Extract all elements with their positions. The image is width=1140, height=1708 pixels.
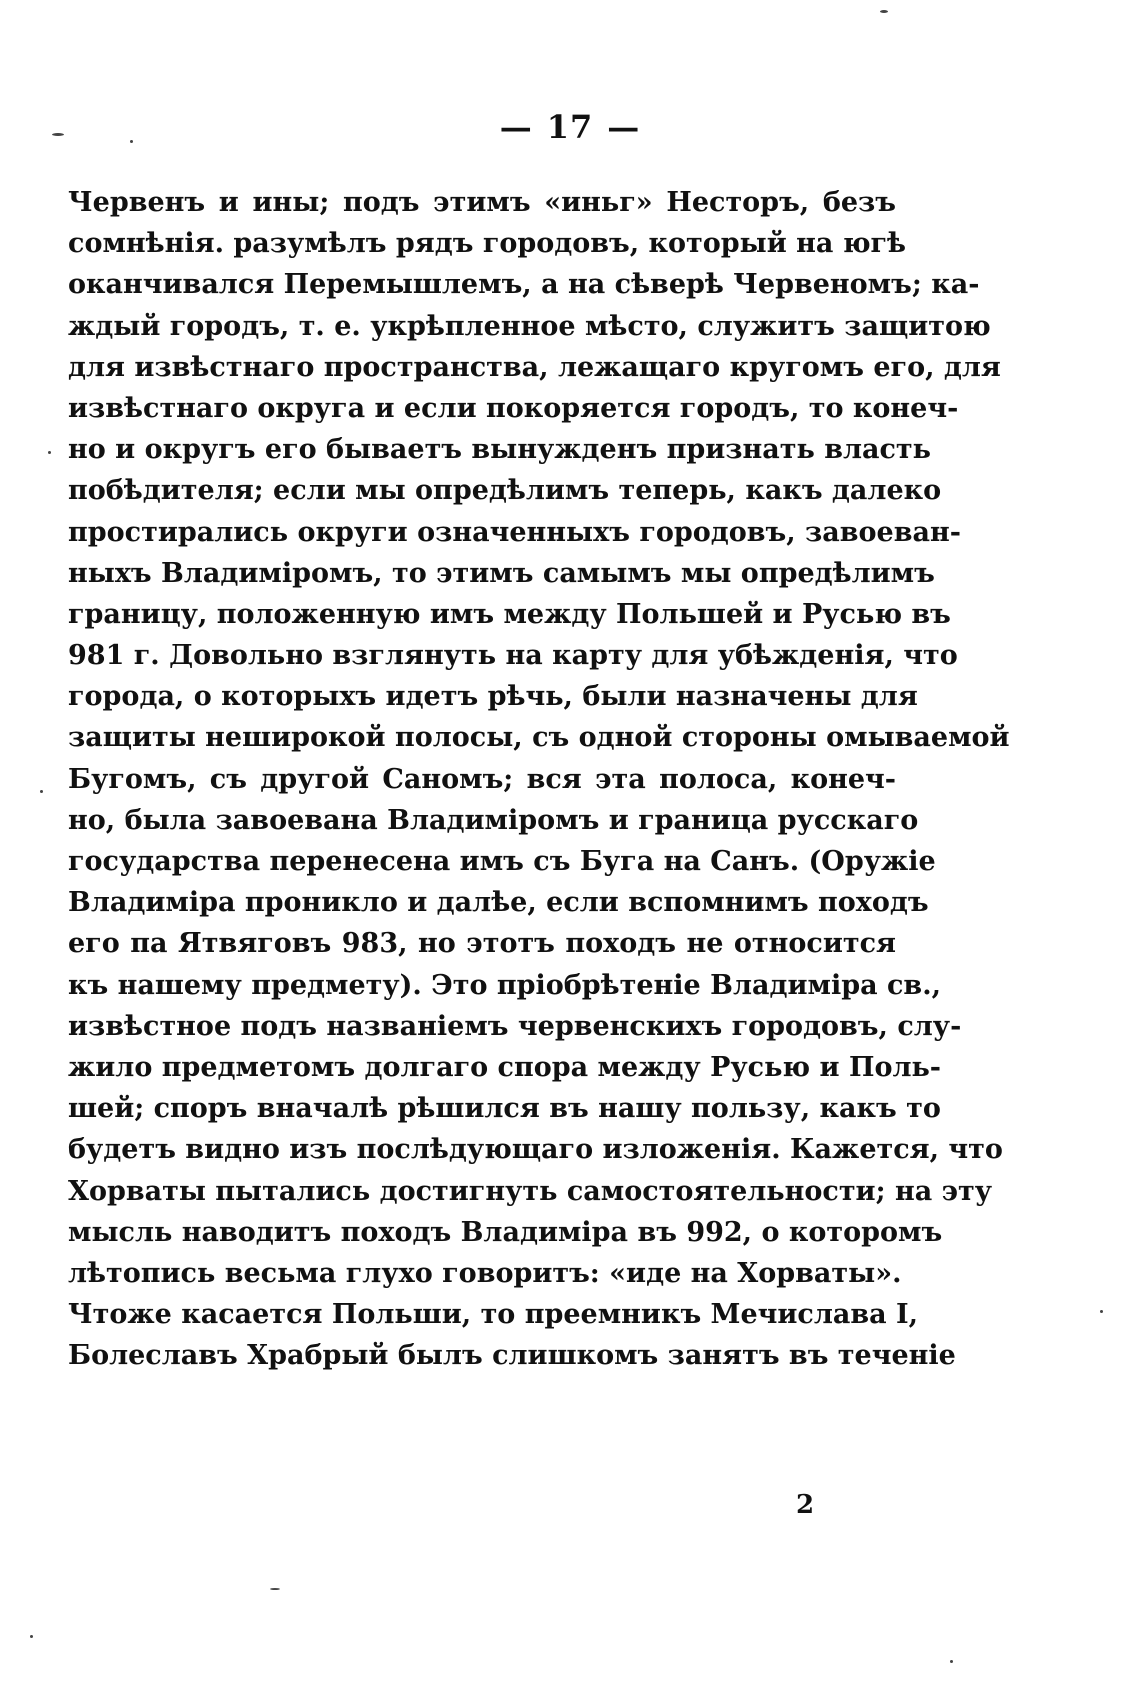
text-line: его па Ятвяговъ 983, но этотъ походъ не относится — [68, 928, 896, 960]
scan-speck — [270, 1588, 280, 1590]
text-line: шей; споръ вначалѣ рѣшился въ нашу пользу, какъ то — [68, 1093, 941, 1125]
text-line: Бугомъ, съ другой Саномъ; вся эта полоса, конеч- — [68, 763, 896, 795]
scan-speck — [130, 140, 133, 143]
body-text — [68, 182, 1010, 1376]
text-line: государства перенесена имъ съ Буга на Санъ. (Оружіе — [68, 846, 936, 877]
text-line: простирались округи означенныхъ городовъ, завоеван- — [68, 516, 961, 548]
text-line: но, была завоевана Владиміромъ и граница русскаго — [68, 804, 919, 836]
text-line: ныхъ Владиміромъ, то этимъ самымъ мы опредѣлимъ — [68, 557, 935, 589]
scan-speck — [1100, 1310, 1103, 1313]
signature-mark: 2 — [796, 1490, 815, 1520]
text-line: извѣстнаго округа и если покоряется городъ, то конеч- — [68, 392, 959, 424]
text-line: сомнѣнія. разумѣлъ рядъ городовъ, который на югѣ — [68, 228, 907, 260]
text-line: 981 г. Довольно взглянуть на карту для убѣжденія, что — [68, 640, 958, 672]
page-number-dash-right: — — [607, 108, 641, 146]
text-line: побѣдителя; если мы опредѣлимъ теперь, какъ далеко — [68, 475, 942, 507]
text-line: Червенъ и ины; подъ этимъ «иньг» Несторъ, безъ — [68, 187, 896, 218]
page-number-dash-left: — — [499, 108, 533, 146]
text-line: лѣтопись весьма глухо говоритъ: «иде на Хорваты». — [68, 1257, 902, 1289]
scan-speck — [52, 133, 64, 136]
text-line: Владиміра проникло и далѣе, если вспомнимъ походъ — [68, 887, 929, 919]
text-line: оканчивался Перемышлемъ, а на сѣверѣ Червеномъ; ка- — [68, 269, 980, 301]
text-line: границу, положенную имъ между Польшей и Русью въ — [68, 598, 951, 630]
text-line: для извѣстнаго пространства, лежащаго кругомъ его, для — [68, 351, 1001, 383]
text-line: жило предметомъ долгаго спора между Русью и Поль- — [68, 1051, 942, 1083]
scan-speck — [48, 451, 51, 454]
text-line: мысль наводитъ походъ Владиміра въ 992, о которомъ — [68, 1216, 943, 1248]
text-line: къ нашему предмету). Это пріобрѣтеніе Владиміра св., — [68, 969, 941, 1001]
text-line: Хорваты пытались достигнуть самостоятельности; на эту — [68, 1175, 993, 1207]
text-line: будетъ видно изъ послѣдующаго изложенія. Кажется, что — [68, 1134, 1003, 1166]
text-line: но и округъ его бываетъ вынужденъ признать власть — [68, 434, 931, 466]
text-line: Чтоже касается Польши, то преемникъ Мечислава I, — [68, 1299, 919, 1331]
scan-speck — [950, 1660, 953, 1663]
page-number: 17 — [546, 108, 594, 146]
page-number-header — [0, 108, 1140, 146]
text-line: Болеславъ Храбрый былъ слишкомъ занятъ въ теченіе — [68, 1340, 956, 1372]
scan-speck — [880, 10, 888, 13]
scan-speck — [30, 1635, 33, 1638]
text-line: извѣстное подъ названіемъ червенскихъ городовъ, слу- — [68, 1010, 962, 1042]
text-line: ждый городъ, т. е. укрѣпленное мѣсто, служитъ защитою — [68, 310, 991, 342]
text-line: защиты неширокой полосы, съ одной стороны омываемой — [68, 722, 1010, 754]
scan-speck — [40, 790, 43, 793]
text-line: города, о которыхъ идетъ рѣчь, были назначены для — [68, 681, 918, 713]
